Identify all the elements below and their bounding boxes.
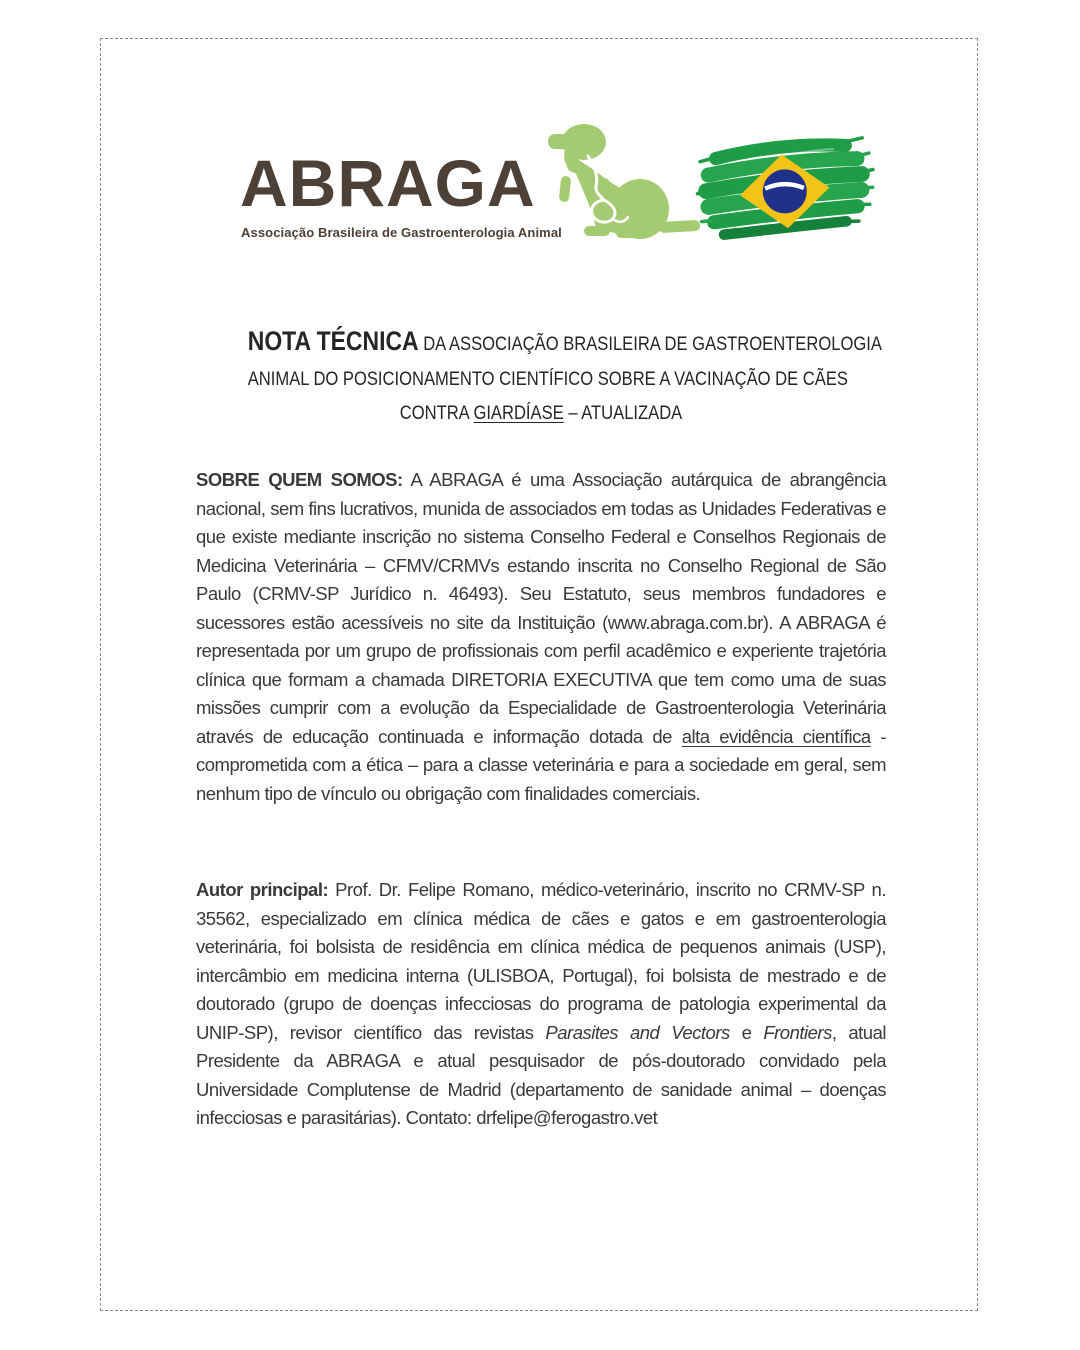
logo-tagline: Associação Brasileira de Gastroenterologia Animal	[241, 225, 562, 240]
paragraph-author	[196, 876, 886, 1133]
text-run: – ATUALIZADA	[563, 402, 683, 424]
text-run: e	[729, 1021, 764, 1043]
gastro-dog-icon	[540, 112, 700, 252]
text-run: ANIMAL DO POSICIONAMENTO CIENTÍFICO SOBRE A VACINAÇÃO DE CÃES	[247, 367, 848, 390]
text-run: CONTRA	[399, 402, 474, 424]
paragraph-about	[196, 466, 886, 808]
text-run: alta evidência científica	[681, 725, 871, 747]
text-run: GIARDÍASE	[473, 402, 564, 424]
text-run: NOTA TÉCNICA	[247, 326, 419, 356]
text-run: A ABRAGA é uma Associação autárquica de abrangência nacional, sem fins lucrativos, munida de associados em todas as Unidades Federativas e que existe mediante inscrição no sistema Conselho Federal e Conselhos Regionais de Medicina Veterinária – CFMV/CRMVs estando inscrita no Conselho Regional de São Paulo (CRMV-SP Jurídico n. 46493). Seu Estatuto, seus membros fundadores e sucessores estão acessíveis no site da Instituição (www.abraga.com.br). A ABRAGA é representada por um grupo de profissionais com perfil acadêmico e experiente trajetória clínica que formam a chamada DIRETORIA EXECUTIVA que tem como uma de suas missões cumprir com a evolução da Especialidade de Gastroenterologia Veterinária através de educação continuada e informação dotada de	[196, 469, 886, 747]
text-run: , atual Presidente da ABRAGA e atual pesquisador de pós-doutorado convidado pela Universidade Complutense de Madrid (departamento de sanidade animal – doenças infecciosas e parasitárias). Contato: drfelipe@ferogastro.vet	[196, 1021, 886, 1128]
text-run: Prof. Dr. Felipe Romano, médico-veterinário, inscrito no CRMV-SP n. 35562, especializado em clínica médica de cães e gatos e em gastroenterologia veterinária, foi bolsista de residência em clínica médica de pequenos animais (USP), intercâmbio em medicina interna (ULISBOA, Portugal), foi bolsista de mestrado e de doutorado (grupo de doenças infecciosas do programa de patologia experimental da UNIP-SP), revisor científico das revistas	[196, 879, 886, 1043]
text-run: Autor principal:	[196, 879, 329, 900]
brazil-flag-icon	[692, 128, 878, 260]
title-line	[247, 362, 848, 397]
logo-brand-text: ABRAGA	[240, 146, 536, 220]
title-line	[248, 396, 835, 431]
text-run: Parasites and Vectors	[545, 1021, 730, 1043]
text-run: - comprometida com a ética – para a classe veterinária e para a sociedade em geral, sem nenhum tipo de vínculo ou obrigação com finalidades comerciais.	[196, 725, 886, 804]
text-run: DA ASSOCIAÇÃO BRASILEIRA DE GASTROENTEROLOGIA	[418, 333, 882, 355]
title-line	[247, 324, 882, 362]
document-title	[196, 324, 886, 431]
text-run: Frontiers	[763, 1021, 832, 1043]
text-run: SOBRE QUEM SOMOS:	[196, 469, 403, 490]
